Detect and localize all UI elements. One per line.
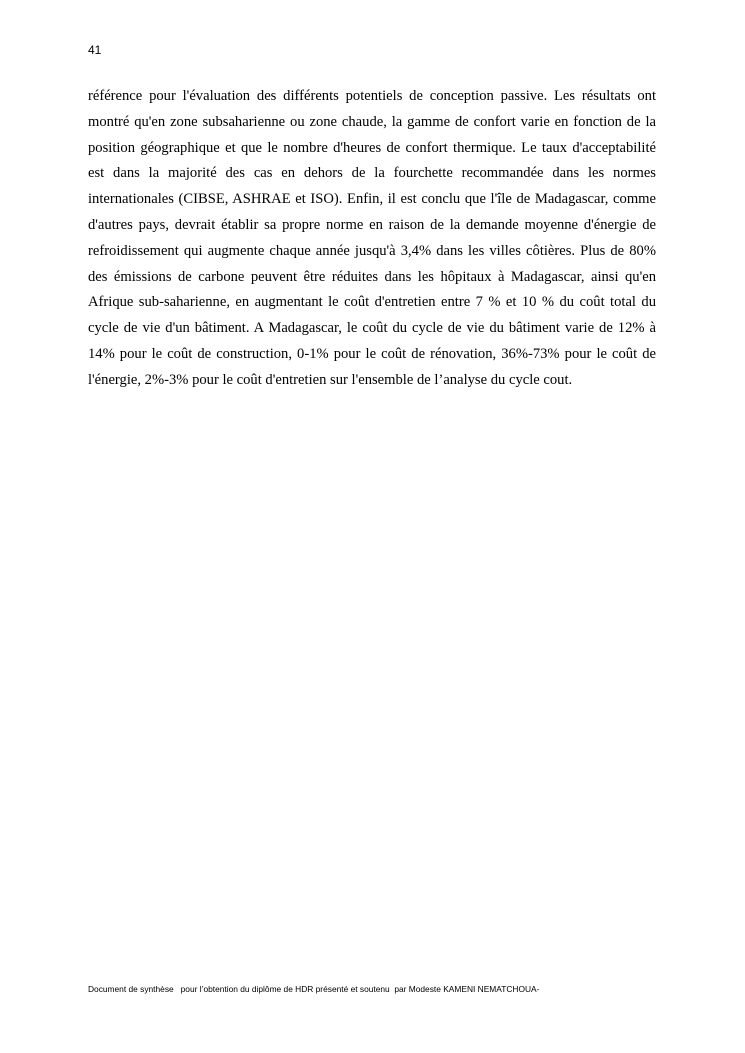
paragraph-line: Afrique sub-saharienne, en augmentant le coût d'entretien entre 7 % et 10 % du coût total du — [88, 294, 656, 311]
body-paragraph — [88, 84, 656, 394]
paragraph-line: référence pour l'évaluation des différents potentiels de conception passive. Les résultats ont — [88, 88, 656, 104]
paragraph-line: montré qu'en zone subsaharienne ou zone chaude, la gamme de confort varie en fonction de la — [88, 113, 656, 130]
paragraph-line: l'énergie, 2%-3% pour le coût d'entretien sur l'ensemble de l’analyse du cycle cout. — [88, 371, 573, 388]
paragraph-line: d'autres pays, devrait établir sa propre norme en raison de la demande moyenne d'énergie de — [88, 216, 656, 233]
paragraph-line: est dans la majorité des cas en dehors de la fourchette recommandée dans les normes — [88, 165, 656, 182]
page-footer: Document de synthèse pour l’obtention du diplôme de HDR présenté et soutenu par Modeste KAMENI NEMATCHOUA- — [88, 984, 540, 994]
paragraph-line: internationales (CIBSE, ASHRAE et ISO). Enfin, il est conclu que l'île de Madagascar, comme — [88, 191, 656, 208]
paragraph-line: position géographique et que le nombre d'heures de confort thermique. Le taux d'acceptabilité — [88, 139, 656, 156]
paragraph-line: 14% pour le coût de construction, 0-1% pour le coût de rénovation, 36%-73% pour le coût de — [88, 345, 656, 362]
paragraph-line: des émissions de carbone peuvent être réduites dans les hôpitaux à Madagascar, ainsi qu'en — [88, 268, 656, 285]
paragraph-line: refroidissement qui augmente chaque année jusqu'à 3,4% dans les villes côtières. Plus de 80% — [88, 242, 656, 259]
page-number: 41 — [88, 43, 102, 57]
paragraph-line: cycle de vie d'un bâtiment. A Madagascar, le coût du cycle de vie du bâtiment varie de 12% à — [88, 320, 656, 337]
